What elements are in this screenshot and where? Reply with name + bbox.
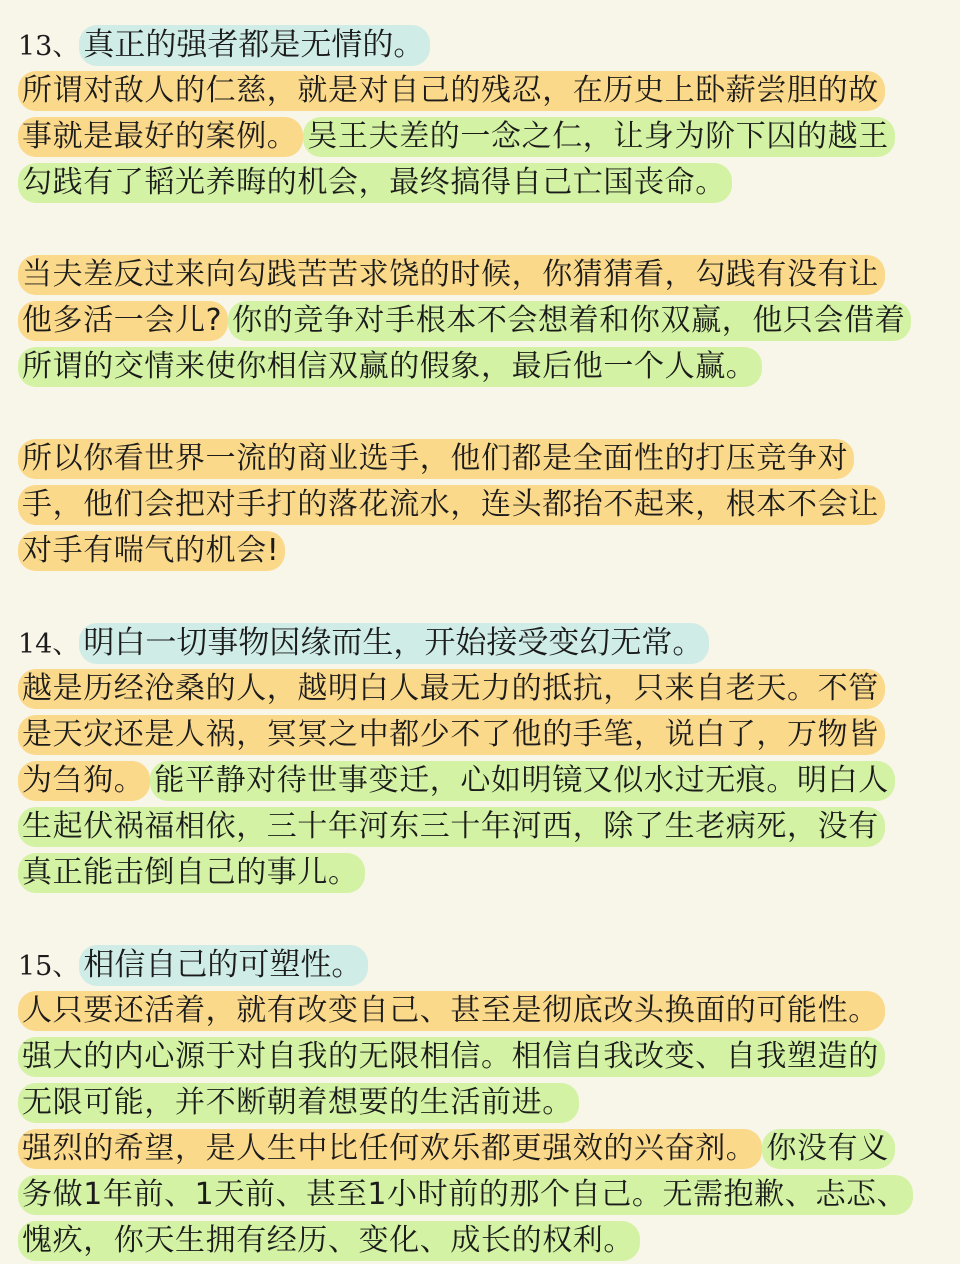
paragraph-gap xyxy=(18,206,946,252)
text-line xyxy=(18,1080,946,1126)
section-13 xyxy=(18,22,946,620)
highlighted-text: 勾践有了韬光养晦的机会，最终搞得自己亡国丧命。 xyxy=(18,163,732,203)
section-15 xyxy=(18,942,946,1264)
highlighted-text: 人只要还活着，就有改变自己、甚至是彻底改头换面的可能性。 xyxy=(18,991,885,1031)
highlighted-text: 他多活一会儿? xyxy=(18,301,228,341)
paragraph xyxy=(18,666,946,896)
section-title: 真正的强者都是无情的。 xyxy=(79,25,430,66)
highlighted-text: 所谓对敌人的仁慈，就是对自己的残忍，在历史上卧薪尝胆的故 xyxy=(18,71,885,111)
text-line xyxy=(18,482,946,528)
highlighted-text: 为刍狗。 xyxy=(18,761,150,801)
highlighted-text: 强大的内心源于对自我的无限相信。相信自我改变、自我塑造的 xyxy=(18,1037,885,1077)
paragraph xyxy=(18,436,946,574)
text-line xyxy=(18,666,946,712)
paragraph-gap xyxy=(18,390,946,436)
section-number: 15、 xyxy=(18,951,80,982)
section-heading xyxy=(18,942,946,988)
text-line xyxy=(18,160,946,206)
section-heading xyxy=(18,22,946,68)
paragraph-gap xyxy=(18,574,946,620)
text-line xyxy=(18,298,946,344)
paragraph xyxy=(18,68,946,206)
text-line xyxy=(18,1034,946,1080)
highlighted-text: 真正能击倒自己的事儿。 xyxy=(18,853,365,893)
highlighted-text: 所以你看世界一流的商业选手，他们都是全面性的打压竞争对 xyxy=(18,439,854,479)
text-line xyxy=(18,252,946,298)
text-line xyxy=(18,758,946,804)
paragraph-gap xyxy=(18,896,946,942)
text-line xyxy=(18,712,946,758)
highlighted-text: 务做1年前、1天前、甚至1小时前的那个自己。无需抱歉、忐忑、 xyxy=(18,1175,913,1215)
text-line xyxy=(18,804,946,850)
text-line xyxy=(18,68,946,114)
highlighted-text: 愧疚，你天生拥有经历、变化、成长的权利。 xyxy=(18,1221,640,1261)
section-heading xyxy=(18,620,946,666)
highlighted-text: 生起伏祸福相依，三十年河东三十年河西，除了生老病死，没有 xyxy=(18,807,885,847)
highlighted-text: 事就是最好的案例。 xyxy=(18,117,303,157)
highlighted-text: 所谓的交情来使你相信双赢的假象，最后他一个人赢。 xyxy=(18,347,762,387)
highlighted-text: 当夫差反过来向勾践苦苦求饶的时候，你猜猜看，勾践有没有让 xyxy=(18,255,885,295)
highlighted-text: 你的竞争对手根本不会想着和你双赢，他只会借着 xyxy=(228,301,911,341)
highlighted-text: 强烈的希望，是人生中比任何欢乐都更强效的兴奋剂。 xyxy=(18,1129,762,1169)
text-line xyxy=(18,1126,946,1172)
paragraph xyxy=(18,988,946,1264)
highlighted-text: 无限可能，并不断朝着想要的生活前进。 xyxy=(18,1083,579,1123)
paragraph xyxy=(18,252,946,390)
text-line xyxy=(18,436,946,482)
section-title: 相信自己的可塑性。 xyxy=(79,945,368,986)
highlighted-text: 能平静对待世事变迁，心如明镜又似水过无痕。明白人 xyxy=(150,761,894,801)
text-line xyxy=(18,1218,946,1264)
highlighted-text: 是天灾还是人祸，冥冥之中都少不了他的手笔，说白了，万物皆 xyxy=(18,715,885,755)
text-line xyxy=(18,344,946,390)
highlighted-text: 吴王夫差的一念之仁，让身为阶下囚的越王 xyxy=(303,117,894,157)
highlighted-text: 手，他们会把对手打的落花流水，连头都抬不起来，根本不会让 xyxy=(18,485,885,525)
text-line xyxy=(18,850,946,896)
highlighted-text: 你没有义 xyxy=(762,1129,894,1169)
text-line xyxy=(18,1172,946,1218)
text-line xyxy=(18,114,946,160)
section-number: 14、 xyxy=(18,629,80,660)
highlighted-text: 越是历经沧桑的人，越明白人最无力的抵抗，只来自老天。不管 xyxy=(18,669,885,709)
highlighted-text: 对手有喘气的机会! xyxy=(18,531,285,571)
section-number: 13、 xyxy=(18,31,80,62)
section-14 xyxy=(18,620,946,942)
section-title: 明白一切事物因缘而生，开始接受变幻无常。 xyxy=(79,623,709,664)
text-line xyxy=(18,988,946,1034)
text-line xyxy=(18,528,946,574)
